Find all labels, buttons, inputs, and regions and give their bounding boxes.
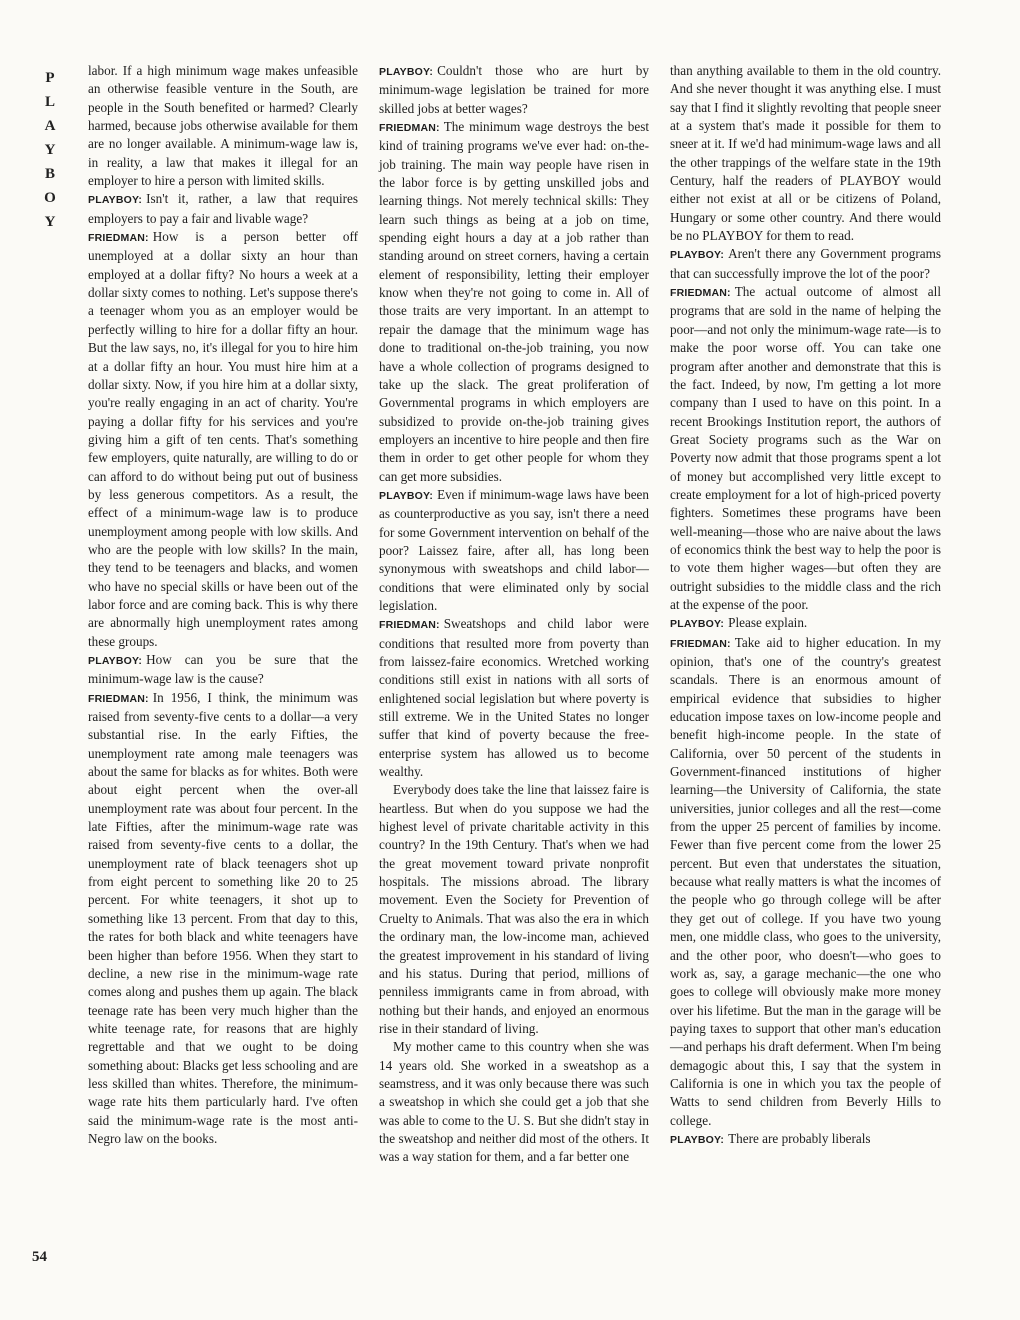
paragraph-text: than anything available to them in the old country. And she never thought it was anything else. I must say that I find it slightly revolting that people sneer at a system that's made it possible for them to sneer at it. If we'd had minimum-wage laws and all the other trappings of the welfare state in the 19th Century, half the readers of PLAYBOY would either not exist at all or be citizens of Poland, Hungary or some other country. And there would be no PLAYBOY for them to read.	[670, 63, 941, 244]
paragraph	[670, 283, 941, 614]
paragraph-text: In 1956, I think, the minimum was raised from seventy-five cents to a dollar—a very substantial rise. In the early Fifties, the unemployment rate among male teenagers was about the same for blacks as for whites. Both were about eight percent when the over-all unemployment rate was about four percent. In the late Fifties, after the minimum-wage rate was raised from seventy-five cents to a dollar, the unemployment rate of black teenagers shot up from eight percent to something like 20 to 25 percent. For white teenagers, it shot up to something like 13 percent. From that day to this, the rates for both black and white teenagers have been higher than before 1956. When they start to decline, a new rise in the minimum-wage rate comes along and pushes them up again. The black teenage rate has been very much higher than the white teenage rate, for reasons that are highly regrettable and that we ought to be doing something about: Blacks get less schooling and are less skilled than whites. Therefore, the minimum-wage rate hits them particularly hard. I've often said the minimum-wage rate is the most anti-Negro law on the books.	[88, 689, 358, 1146]
speaker-label: FRIEDMAN:	[670, 637, 731, 650]
speaker-label: FRIEDMAN:	[379, 619, 440, 632]
paragraph-text: Take aid to higher education. In my opinion, that's one of the country's greatest scandals. There is an enormous amount of empirical evidence that subsidies to higher education impose taxes on low-income people and benefit high-income people. In the state of California, over 50 percent of the students in Government-financed institutions of higher learning—the University of California, the state universities, junior colleges and all the rest—come from the upper 25 percent of families by income. Fewer than five percent come from the lower 25 percent. But even that understates the situation, because what really matters is what the incomes of the people who go through college will be after they get out of college. If you have two young men, one middle class, who goes to the university, and the other poor, who doesn't—who goes to work as, say, a garage mechanic—the one who goes to college will obviously make more money over his lifetime. But the man in the garage will be paying taxes to support that other man's education—and perhaps his draft deferment. When I'm being demagogic about this, I say that the system in California is one in which you tax the people of Watts to send children from Beverly Hills to college.	[670, 634, 941, 1128]
speaker-label: FRIEDMAN:	[88, 232, 149, 245]
paragraph	[670, 614, 941, 633]
paragraph	[670, 62, 941, 245]
paragraph	[379, 615, 649, 781]
speaker-label: PLAYBOY:	[88, 655, 143, 667]
paragraph-text: The minimum wage destroys the best kind of training programs we've ever had: on-the-job training. The main way people have risen in the labor force is by getting unskilled jobs and learning things. Not merely technical skills: They learn such things as being at a job on time, spending eight hours a day at a job rather than standing around on street corners, having a certain element of responsibility, letting their employer know when they're not going to come in. All of those traits are very important. In an attempt to repair the damage that the minimum wage has done to traditional on-the-job training, you now have a whole collection of programs designed to take up the slack. The great proliferation of Governmental programs in which employers are subsidized to provide on-the-job training gives employers an incentive to hire people and then fire them in order to get other people for whom they can get more subsidies.	[379, 119, 649, 484]
speaker-label: PLAYBOY:	[379, 489, 434, 502]
paragraph	[670, 1130, 941, 1149]
side-label-letter: O	[44, 190, 56, 206]
paragraph	[88, 190, 358, 228]
paragraph-text: Even if minimum-wage laws have been as counterproductive as you say, isn't there a need for some Government intervention on behalf of the poor? Laissez faire, after all, has long been synonymous with sweatshops and child labor—conditions that were eliminated only by social legislation.	[379, 486, 649, 613]
paragraph	[379, 1038, 649, 1166]
paragraph-text: How can you be sure that the minimum-wage law is the cause?	[88, 652, 358, 687]
paragraph-text: labor. If a high minimum wage makes unfeasible an otherwise feasible venture in the South, are people in the South benefited or harmed? Clearly harmed, because jobs otherwise available for them are no longer available. A minimum-wage law is, in reality, a law that makes it illegal for an employer to hire a person with limited skills.	[88, 63, 358, 189]
paragraph-text: The actual outcome of almost all programs that are sold in the name of helping the poor—and not only the minimum-wage rate—is to make the poor worse off. You can take one program after another and demonstrate that this is the fact. Indeed, by now, I'm getting a lot more company than I used to have on this point. In a recent Brookings Institution report, the authors of Great Society programs such as the War on Poverty now admit that those programs spent a lot of money but accomplished very little except to create employment for a lot of high-priced poverty fighters. Sometimes these programs have been well-meaning—those who are naive about the laws of economics think the best way to help the poor is to vote them higher wages—but often they are outright subsidies to the middle class and the rich at the expense of the poor.	[670, 284, 941, 612]
paragraph	[670, 245, 941, 283]
paragraph-text: Sweatshops and child labor were conditions that resulted more from poverty than from laissez-faire economics. Wretched working conditions still exist in nations with all sorts of enlightened social legislation but where poverty is still extreme. We in the United States no longer suffer that kind of poverty because the free-enterprise system has allowed us to become wealthy.	[379, 616, 649, 780]
paragraph	[88, 651, 358, 689]
paragraph-text: Please explain.	[728, 615, 808, 631]
paragraph	[88, 689, 358, 1149]
side-label-letter: Y	[44, 142, 56, 158]
side-label-letter: A	[44, 118, 56, 134]
side-label-letter: P	[45, 70, 55, 86]
paragraph-text: There are probably liberals	[728, 1130, 871, 1146]
paragraph	[88, 228, 358, 651]
paragraph-text: Aren't there any Government programs that can successfully improve the lot of the poor?	[670, 246, 941, 281]
side-label-letter: Y	[44, 214, 56, 230]
speaker-label: PLAYBOY:	[670, 249, 725, 262]
speaker-label: FRIEDMAN:	[379, 122, 440, 135]
paragraph	[379, 486, 649, 615]
page-number: 54	[32, 1249, 47, 1265]
paragraph-text: My mother came to this country when she was 14 years old. She worked in a sweatshop as a seamstress, and it was only because there was such a sweatshop in which she could get a job that she was able to come to the U. S. But she didn't stay in the sweatshop and neither did most of the others. It was a way station for them, and a far better one	[379, 1039, 649, 1165]
paragraph-text: Isn't it, rather, a law that requires employers to pay a fair and livable wage?	[88, 191, 358, 226]
text-column-3	[670, 62, 941, 1149]
paragraph	[379, 781, 649, 1038]
speaker-label: FRIEDMAN:	[670, 287, 731, 300]
speaker-label: PLAYBOY:	[670, 618, 725, 631]
speaker-label: PLAYBOY:	[379, 66, 434, 78]
text-column-2	[379, 62, 649, 1167]
paragraph	[379, 118, 649, 486]
side-label-letter: B	[44, 166, 55, 182]
side-label	[40, 66, 60, 234]
paragraph	[379, 62, 649, 118]
text-column-1	[88, 62, 358, 1148]
paragraph	[88, 62, 358, 190]
paragraph-text: Everybody does take the line that laissez faire is heartless. But when do you suppose we had the highest level of private charitable activity in this country? In the 19th Century. That's when we had the great movement toward private nonprofit hospitals. The missions abroad. The library movement. Even the Society for Prevention of Cruelty to Animals. That was also the era in which the ordinary man, the low-income man, achieved the greatest improvement in his standard of living and his status. During that period, millions of penniless immigrants came in from abroad, with nothing but their hands, and enjoyed an enormous rise in their standard of living.	[379, 782, 649, 1036]
speaker-label: FRIEDMAN:	[88, 692, 149, 705]
side-label-letter: L	[44, 94, 55, 110]
paragraph-text: How is a person better off unemployed at a dollar sixty an hour than employed at a dollar fifty? No hours a week at a dollar sixty comes to nothing. Let's suppose there's a teenager whom you as an employer would be perfectly willing to hire for a dollar fifty an hour. But the law says, no, it's illegal for you to hire him at a dollar fifty an hour. You must hire him at a dollar sixty. Now, if you hire him at a dollar sixty, you're really engaging in an act of charity. You're paying a dollar fifty for his services and you're giving him a gift of ten cents. That's something few employers, quite naturally, are willing to do or can afford to do without being put out of business by less generous competitors. As a result, the effect of a minimum-wage law is to produce unemployment among people with low skills. And who are the people with low skills? In the main, they tend to be teenagers and blacks, and women who have no special skills or have been out of the labor force and are coming back. This is why there are abnormally high unemployment rates among these groups.	[88, 229, 358, 649]
speaker-label: PLAYBOY:	[88, 194, 143, 207]
paragraph	[670, 634, 941, 1130]
paragraph-text: Couldn't those who are hurt by minimum-wage legislation be trained for more skilled jobs at better wages?	[379, 63, 649, 116]
speaker-label: PLAYBOY:	[670, 1133, 725, 1146]
